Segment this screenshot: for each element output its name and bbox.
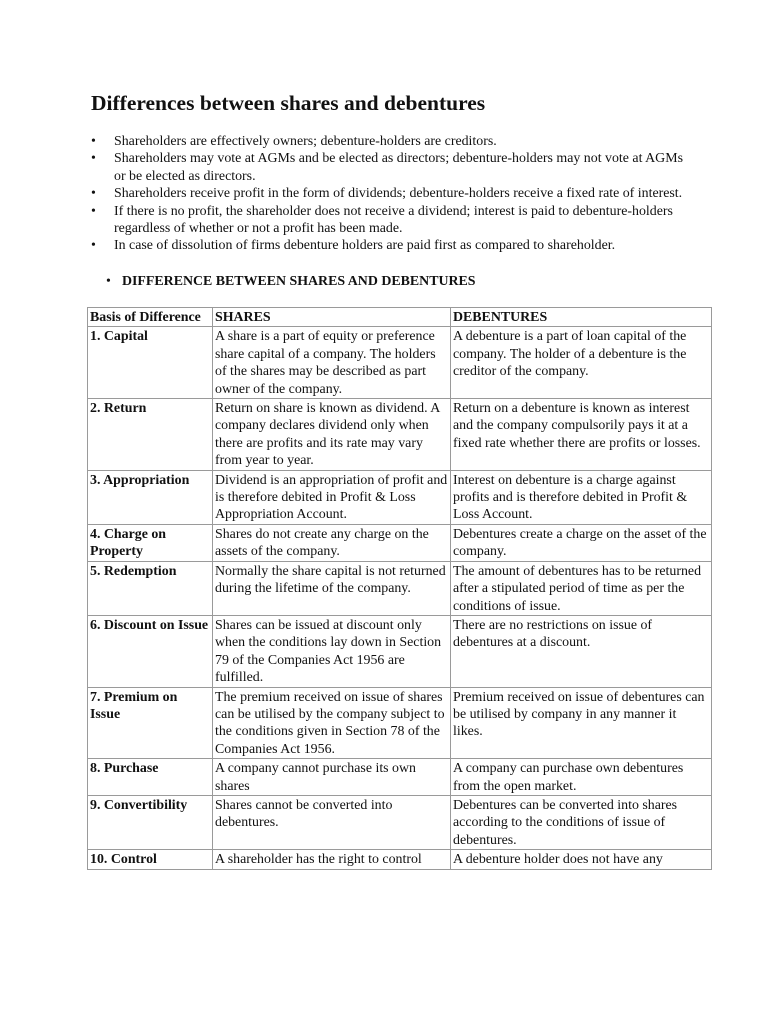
basis-cell: 2. Return [88, 399, 213, 471]
debentures-cell: Debentures can be converted into shares according to the conditions of issue of debentures. [451, 795, 712, 849]
table-row [88, 327, 712, 399]
shares-cell: Shares cannot be converted into debentures. [213, 795, 451, 849]
bullet-item: • Shareholders are effectively owners; debenture-holders are creditors. [91, 133, 691, 150]
table-header-row [88, 308, 712, 327]
bullet-item: • Shareholders may vote at AGMs and be elected as directors; debenture-holders may not vote at AGMs or be elected as directors. [91, 150, 691, 185]
table-row [88, 615, 712, 687]
table-row [88, 759, 712, 796]
basis-cell: 4. Charge on Property [88, 524, 213, 561]
table-heading-text: DIFFERENCE BETWEEN SHARES AND DEBENTURES [122, 274, 476, 289]
table-row [88, 524, 712, 561]
page-title: Differences between shares and debentures [91, 91, 486, 115]
shares-cell: Return on share is known as dividend. A company declares dividend only when there are profits and its rate may vary from year to year. [213, 399, 451, 471]
debentures-cell: A debenture holder does not have any [451, 850, 712, 869]
table-heading [113, 273, 476, 290]
header-basis: Basis of Difference [88, 308, 213, 327]
debentures-cell: Return on a debenture is known as interest and the company compulsorily pays it at a fixed rate whether there are profits or losses. [451, 399, 712, 471]
shares-cell: A share is a part of equity or preference share capital of a company. The holders of the shares may be described as part owner of the company. [213, 327, 451, 399]
bullet-list [91, 133, 691, 255]
debentures-cell: A debenture is a part of loan capital of the company. The holder of a debenture is the creditor of the company. [451, 327, 712, 399]
basis-cell: 9. Convertibility [88, 795, 213, 849]
table-row [88, 687, 712, 759]
bullet-item: • Shareholders receive profit in the form of dividends; debenture-holders receive a fixed rate of interest. [91, 185, 691, 202]
comparison-table [87, 307, 712, 870]
table-row [88, 795, 712, 849]
basis-cell: 5. Redemption [88, 561, 213, 615]
basis-cell: 7. Premium on Issue [88, 687, 213, 759]
debentures-cell: There are no restrictions on issue of debentures at a discount. [451, 615, 712, 687]
table-row [88, 470, 712, 524]
shares-cell: Shares can be issued at discount only when the conditions lay down in Section 79 of the Companies Act 1956 are fulfilled. [213, 615, 451, 687]
basis-cell: 6. Discount on Issue [88, 615, 213, 687]
basis-cell: 1. Capital [88, 327, 213, 399]
basis-cell: 3. Appropriation [88, 470, 213, 524]
table-row [88, 561, 712, 615]
bullet-item: • If there is no profit, the shareholder does not receive a dividend; interest is paid to debenture-holders regardless of whether or not a profit has been made. [91, 203, 691, 238]
shares-cell: Dividend is an appropriation of profit and is therefore debited in Profit & Loss Appropriation Account. [213, 470, 451, 524]
basis-cell: 8. Purchase [88, 759, 213, 796]
shares-cell: Normally the share capital is not returned during the lifetime of the company. [213, 561, 451, 615]
debentures-cell: Debentures create a charge on the asset of the company. [451, 524, 712, 561]
shares-cell: The premium received on issue of shares can be utilised by the company subject to the conditions given in Section 78 of the Companies Act 1956. [213, 687, 451, 759]
header-shares: SHARES [213, 308, 451, 327]
table-row [88, 850, 712, 869]
shares-cell: A shareholder has the right to control [213, 850, 451, 869]
debentures-cell: Interest on debenture is a charge against profits and is therefore debited in Profit & Loss Account. [451, 470, 712, 524]
shares-cell: Shares do not create any charge on the assets of the company. [213, 524, 451, 561]
basis-cell: 10. Control [88, 850, 213, 869]
shares-cell: A company cannot purchase its own shares [213, 759, 451, 796]
header-debentures: DEBENTURES [451, 308, 712, 327]
bullet-item: • In case of dissolution of firms debenture holders are paid first as compared to shareholder. [91, 237, 691, 254]
debentures-cell: A company can purchase own debentures from the open market. [451, 759, 712, 796]
debentures-cell: The amount of debentures has to be returned after a stipulated period of time as per the conditions of issue. [451, 561, 712, 615]
debentures-cell: Premium received on issue of debentures can be utilised by company in any manner it likes. [451, 687, 712, 759]
table-row [88, 399, 712, 471]
